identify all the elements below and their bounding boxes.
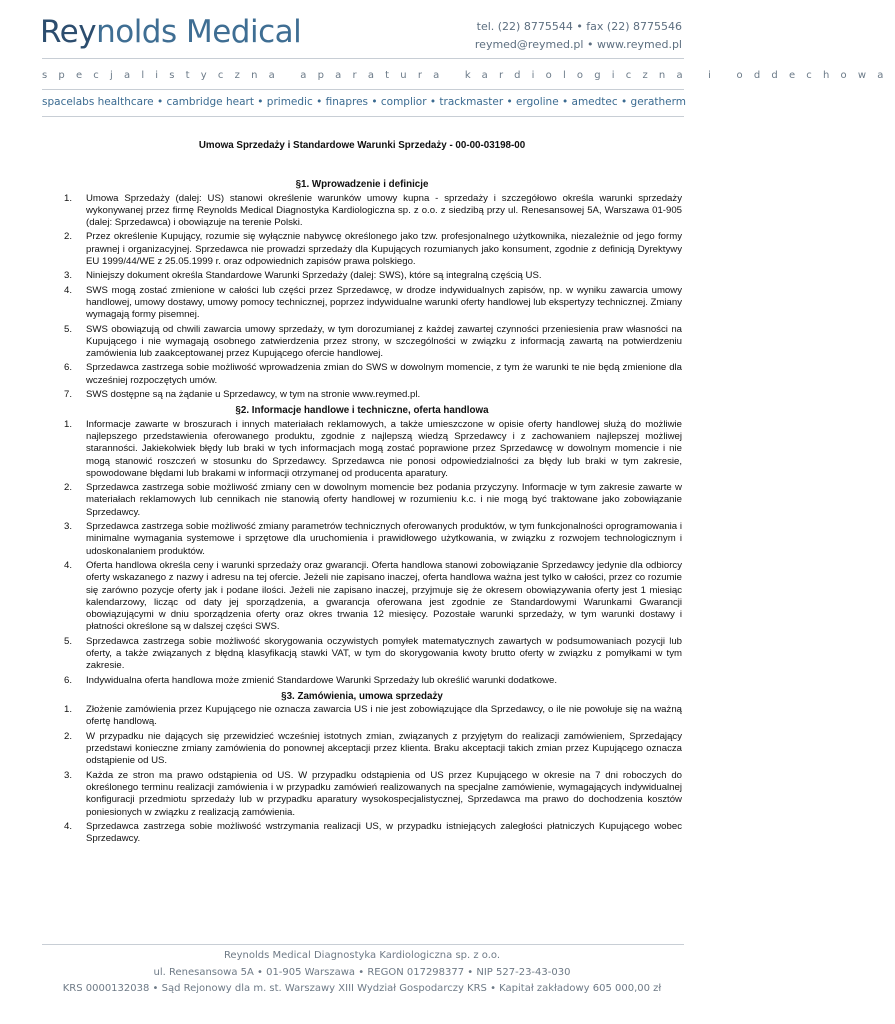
section-list: [42, 419, 682, 687]
list-item: 6. Sprzedawca zastrzega sobie możliwość wprowadzenia zmian do SWS w dowolnym momencie, z tym że warunki te nie będą zmienione dla wcześniej rozpoczętych umów.: [64, 362, 682, 386]
section-title: §2. Informacje handlowe i techniczne, oferta handlowa: [235, 405, 489, 417]
section-2: [42, 405, 682, 687]
list-item: 2. W przypadku nie dających się przewidzieć wcześniej istotnych zmian, związanych z przyjętym do realizacji zamówieniem, Sprzedający przedstawi konieczne zmiany zamówienia do ponownej akceptacji przez klienta. Braku akceptacji takich zmian przez Kupującego oznacza odstąpienie od US.: [64, 730, 682, 767]
company-tagline: specjalistyczna aparatura kardiologiczna i oddechowa: [42, 70, 895, 81]
list-item: 4. SWS mogą zostać zmienione w całości lub części przez Sprzedawcę, w drodze indywidualnych zapisów, np. w wyniku zawarcia umowy handlowej, umowy dostawy, umowy pomocy technicznej, poprzez indywidualne warunki oferty handlowej lub ekspertyzy technicznej. Zmiany wymagają formy pisemnej.: [64, 284, 682, 321]
list-item: 4. Oferta handlowa określa ceny i warunki sprzedaży oraz gwarancji. Oferta handlowa stanowi zobowiązanie Sprzedawcy jedynie dla odbiorcy oferty wskazanego z nazwy i adresu na tej ofercie. Jeżeli nie zapisano inaczej, oferta handlowa ważna jest tylko w całości, przez co rozumie się zarówno pozycje oferty jak i podane ilości. Jeżeli nie zapisano inaczej, przyjmuje się że okresem obowiązywania oferty jest 1 miesiąc kalendarzowy, licząc od daty jej sporządzenia, a gwarancja oferowana jest zgodnie ze Standardowymi Warunkami Gwarancji obowiązującymi w dniu sporządzenia oferty oraz okres trwania 12 miesięcy. Pozostałe warunki sprzedaży, w tym warunki dostawy i płatności określone są w dalszej części SWS.: [64, 559, 682, 633]
list-item: 5. Sprzedawca zastrzega sobie możliwość skorygowania oczywistych pomyłek matematycznych zawartych w podsumowaniach pozycji lub oferty, a także związanych z błędną klasyfikacją stawki VAT, w tym do skorygowania kwoty brutto oferty w związku z pomyłkami w tym zakresie.: [64, 635, 682, 672]
section-1: [42, 179, 682, 401]
logo-text-part1: Rey: [40, 14, 97, 50]
section-list: [42, 193, 682, 402]
phone-fax-line: tel. (22) 8775544 • fax (22) 8775546: [476, 20, 682, 33]
letterhead: [0, 0, 895, 120]
list-item: 6. Indywidualna oferta handlowa może zmienić Standardowe Warunki Sprzedaży lub określić warunki dodatkowe.: [64, 674, 558, 686]
section-list: [42, 704, 682, 845]
list-item: 2. Przez określenie Kupujący, rozumie się wyłącznie nabywcę określonego jako tzw. profesjonalnego użytkownika, niezależnie od jego formy prawnej i organizacyjnej. Sprzedawca nie prowadzi sprzedaży dla Kupujących rozumianych jako konsument, zgodnie z definicją Dyrektywy EU 1999/44/WE z 25.05.1999 r. oraz odpowiednich zapisów prawa polskiego.: [64, 231, 682, 268]
section-title: §3. Zamówienia, umowa sprzedaży: [281, 690, 443, 702]
header-divider-bottom: [42, 116, 684, 117]
list-item: 1. Umowa Sprzedaży (dalej: US) stanowi określenie warunków umowy kupna - sprzedaży i szczegółowo określa warunki sprzedaży wykonywanej przez firmę Reynolds Medical Diagnostyka Kardiologiczna sp. z o.o. z siedzibą przy ul. Renesansowej 5A, Warszawa 01-905 (dalej: Sprzedawca) i obowiązuje na terenie Polski.: [64, 192, 682, 229]
company-logo: [40, 14, 301, 50]
list-item: 3. Sprzedawca zastrzega sobie możliwość zmiany parametrów technicznych oferowanych produktów, w tym funkcjonalności oprogramowania i minimalne wymagania systemowe i sprzętowe dla uruchomienia i prawidłowego użytkowania, w związku z rozwojem technologicznym i udoskonalaniem produktów.: [64, 521, 682, 557]
footer-divider: [42, 944, 684, 945]
partner-brands: spacelabs healthcare • cambridge heart • primedic • finapres • complior • trackmaster • ergoline • amedtec • geratherm: [42, 96, 686, 108]
header-divider-middle: [42, 89, 684, 90]
list-item: 7. SWS dostępne są na żądanie u Sprzedawcy, w tym na stronie www.reymed.pl.: [64, 389, 421, 401]
email-web-line: reymed@reymed.pl • www.reymed.pl: [474, 38, 682, 51]
list-item: 3. Niniejszy dokument określa Standardowe Warunki Sprzedaży (dalej: SWS), które są integralną częścią US.: [64, 270, 542, 282]
footer-address: ul. Renesansowa 5A • 01-905 Warszawa • REGON 017298377 • NIP 527-23-43-030: [153, 966, 571, 978]
logo-text-part2: nolds Medical: [96, 14, 302, 50]
company-footer: [0, 948, 724, 998]
list-item: 3. Każda ze stron ma prawo odstąpienia od US. W przypadku odstąpienia od US przez Kupującego w okresie na 7 dni roboczych do określonego terminu realizacji zamówienia i w przypadku zamówień realizowanych na specjalne zamówienie, wymagających indywidualnej konfiguracji przedmiotu sprzedaży lub w przypadku aparatury wysokospecjalistycznej, Sprzedawca ma prawo do dochodzenia kosztów poniesionych w związku z realizacją zamówienia.: [64, 769, 682, 818]
list-item: 1. Informacje zawarte w broszurach i innych materiałach reklamowych, a także umieszczone w opisie oferty handlowej służą do możliwie najlepszego przedstawienia oferowanego produktu, zgodnie z najlepszą wiedzą Sprzedawcy i z zachowaniem najlepszej możliwej staranności. Jakiekolwiek błędy lub braki w tych informacjach mogą zostać poprawione przez Sprzedawcę w dowolnym momencie i nie mogą stanowić roszczeń w stosunku do Sprzedawcy. Sprzedawca nie ponosi odpowiedzialności za błędy lub braki w tym zakresie, spowodowane błędami lub brakami w informacji otrzymanej od producenta aparatury.: [64, 418, 682, 479]
list-item: 4. Sprzedawca zastrzega sobie możliwość wstrzymania realizacji US, w przypadku istniejących zaległości płatniczych Kupującego wobec Sprzedawcy.: [64, 820, 682, 845]
footer-company-name: Reynolds Medical Diagnostyka Kardiologiczna sp. z o.o.: [223, 950, 501, 961]
list-item: 2. Sprzedawca zastrzega sobie możliwość zmiany cen w dowolnym momencie bez podania przyczyny. Informacje w tym zakresie zawarte w materiałach reklamowych lub cennikach nie stanowią oferty handlowej w rozumieniu k.c. i nie mogą być traktowane jako zobowiązanie Sprzedawcy.: [64, 482, 682, 518]
list-item: 1. Złożenie zamówienia przez Kupującego nie oznacza zawarcia US i nie jest zobowiązujące dla Sprzedawcy, o ile nie powołuje się na ważną ofertę handlową.: [64, 704, 682, 728]
section-title: §1. Wprowadzenie i definicje: [295, 179, 429, 191]
list-item: 5. SWS obowiązują od chwili zawarcia umowy sprzedaży, w tym dorozumianej z każdej zawartej czynności przeniesienia praw własności na Kupującego i nie wymagają osobnego zatwierdzenia przez strony, w szczególności w związku z informacją zawartą na potwierdzeniu zamówienia lub zaakceptowanej przez Kupującego ofercie handlowej.: [64, 323, 682, 360]
document-body: [42, 140, 682, 847]
section-3: [42, 691, 682, 846]
footer-registration: KRS 0000132038 • Sąd Rejonowy dla m. st. Warszawy XIII Wydział Gospodarczy KRS • Kapitał zakładowy 605 000,00 zł: [62, 983, 662, 994]
contact-info: [475, 18, 682, 54]
document-title: Umowa Sprzedaży i Standardowe Warunki Sprzedaży - 00-00-03198-00: [198, 140, 526, 151]
header-divider-top: [42, 58, 684, 59]
